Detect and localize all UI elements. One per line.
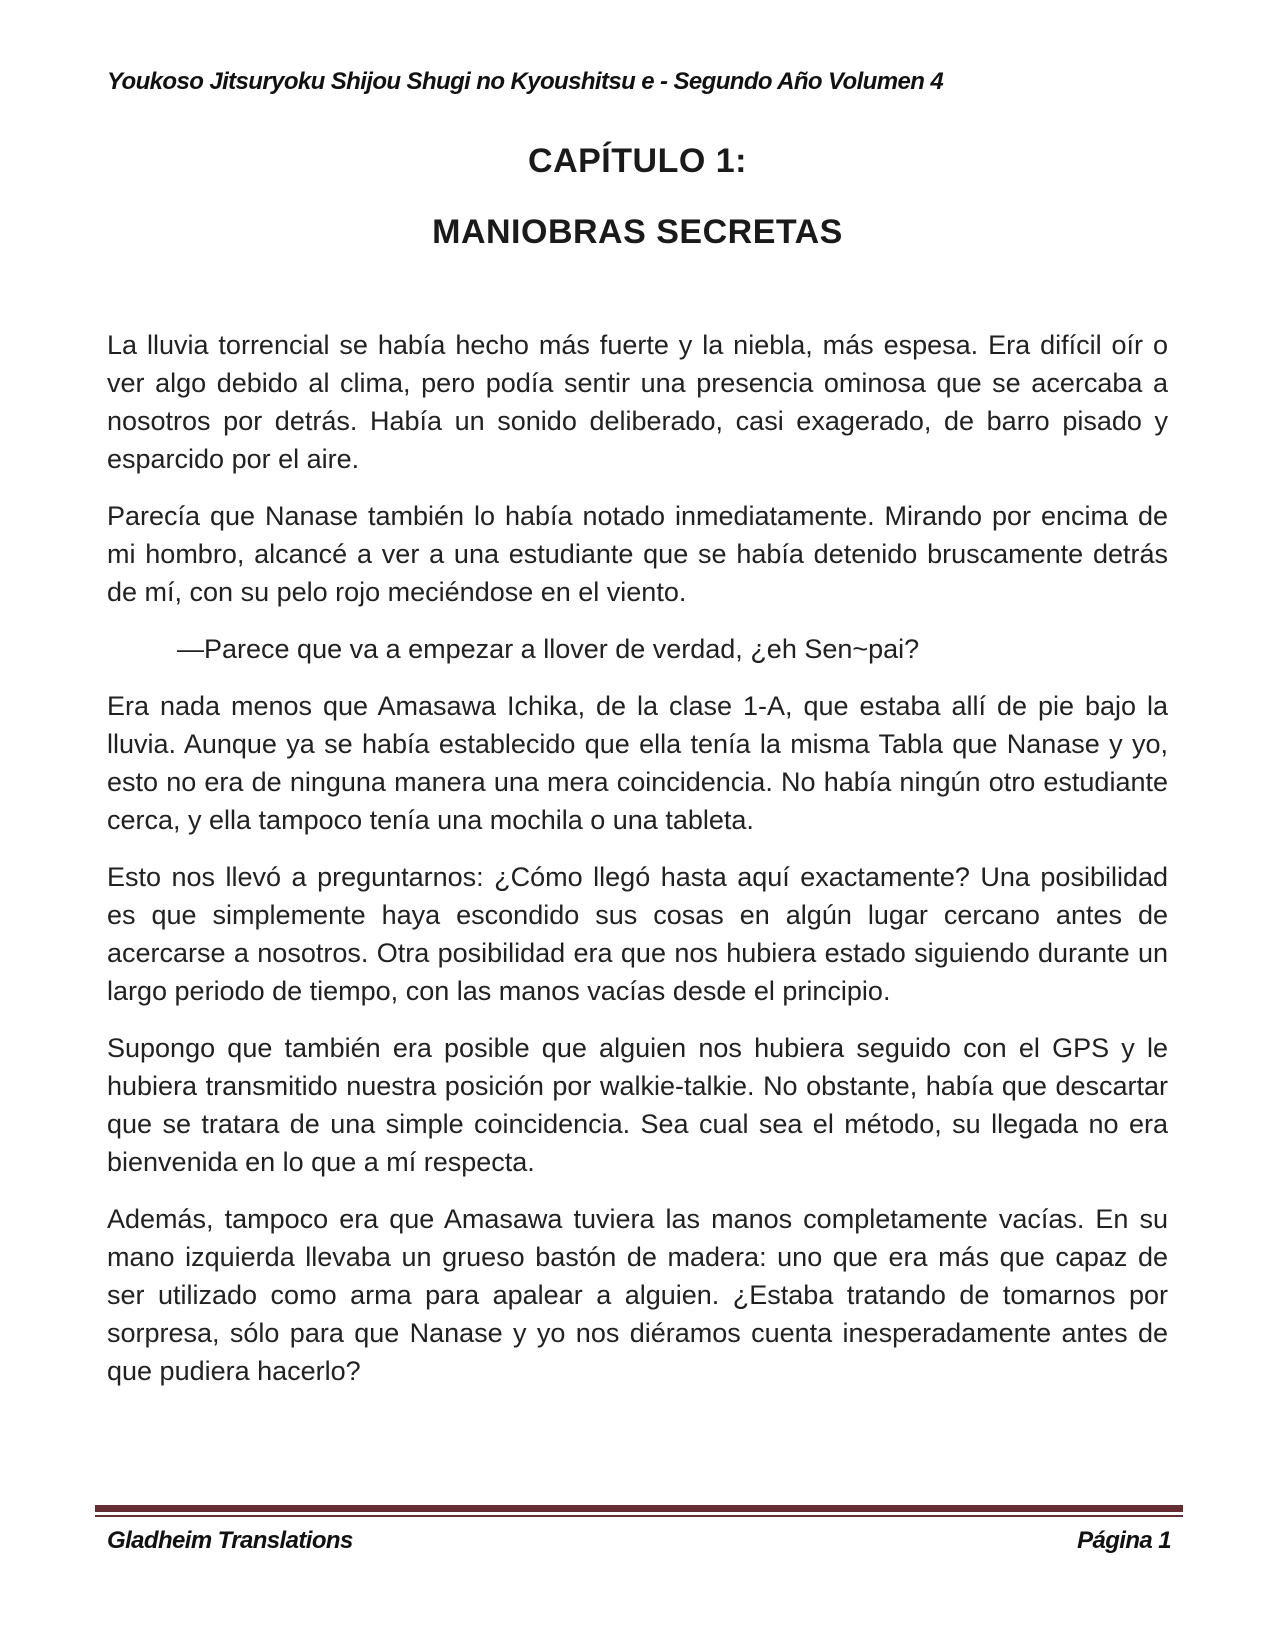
page-footer xyxy=(95,1505,1183,1555)
body-text xyxy=(107,326,1168,1409)
chapter-subtitle: MANIOBRAS SECRETAS xyxy=(432,213,843,251)
running-header: Youkoso Jitsuryoku Shijou Shugi no Kyoushitsu e - Segundo Año Volumen 4 xyxy=(107,68,944,95)
body-paragraph-4: Esto nos llevó a preguntarnos: ¿Cómo llegó hasta aquí exactamente? Una posibilidad es que simplemente haya escondido sus cosas en algún lugar cercano antes de acercarse a nosotros. Otra posibilidad era que nos hubiera estado siguiendo durante un largo periodo de tiempo, con las manos vacías desde el principio. xyxy=(107,862,1168,1006)
chapter-heading-block xyxy=(107,142,1168,252)
footer-translator-credit: Gladheim Translations xyxy=(107,1527,353,1554)
footer-separator-thin xyxy=(95,1515,1183,1517)
footer-page-number: Página 1 xyxy=(1077,1527,1171,1554)
footer-text-row xyxy=(95,1527,1183,1555)
body-paragraph-6: Además, tampoco era que Amasawa tuviera las manos completamente vacías. En su mano izquierda llevaba un grueso bastón de madera: uno que era más que capaz de ser utilizado como arma para apalear a alguien. ¿Estaba tratando de tomarnos por sorpresa, sólo para que Nanase y yo nos diéramos cuenta inesperadamente antes de que pudiera hacerlo? xyxy=(107,1204,1168,1386)
chapter-title: CAPÍTULO 1: xyxy=(528,142,747,180)
body-paragraph-2: Parecía que Nanase también lo había notado inmediatamente. Mirando por encima de mi hombro, alcancé a ver a una estudiante que se había detenido bruscamente detrás de mí, con su pelo rojo meciéndose en el viento. xyxy=(107,501,1168,607)
body-paragraph-3: Era nada menos que Amasawa Ichika, de la clase 1-A, que estaba allí de pie bajo la lluvia. Aunque ya se había establecido que ella tenía la misma Tabla que Nanase y yo, esto no era de ninguna manera una mera coincidencia. No había ningún otro estudiante cerca, y ella tampoco tenía una mochila o una tableta. xyxy=(107,691,1168,835)
body-paragraph-1: La lluvia torrencial se había hecho más fuerte y la niebla, más espesa. Era difícil oír o ver algo debido al clima, pero podía sentir una presencia ominosa que se acercaba a nosotros por detrás. Había un sonido deliberado, casi exagerado, de barro pisado y esparcido por el aire. xyxy=(107,330,1168,474)
dialogue-paragraph: —Parece que va a empezar a llover de verdad, ¿eh Sen~pai? xyxy=(177,634,920,664)
body-paragraph-5: Supongo que también era posible que alguien nos hubiera seguido con el GPS y le hubiera transmitido nuestra posición por walkie-talkie. No obstante, había que descartar que se tratara de una simple coincidencia. Sea cual sea el método, su llegada no era bienvenida en lo que a mí respecta. xyxy=(107,1033,1168,1177)
footer-separator-thick xyxy=(95,1505,1183,1512)
